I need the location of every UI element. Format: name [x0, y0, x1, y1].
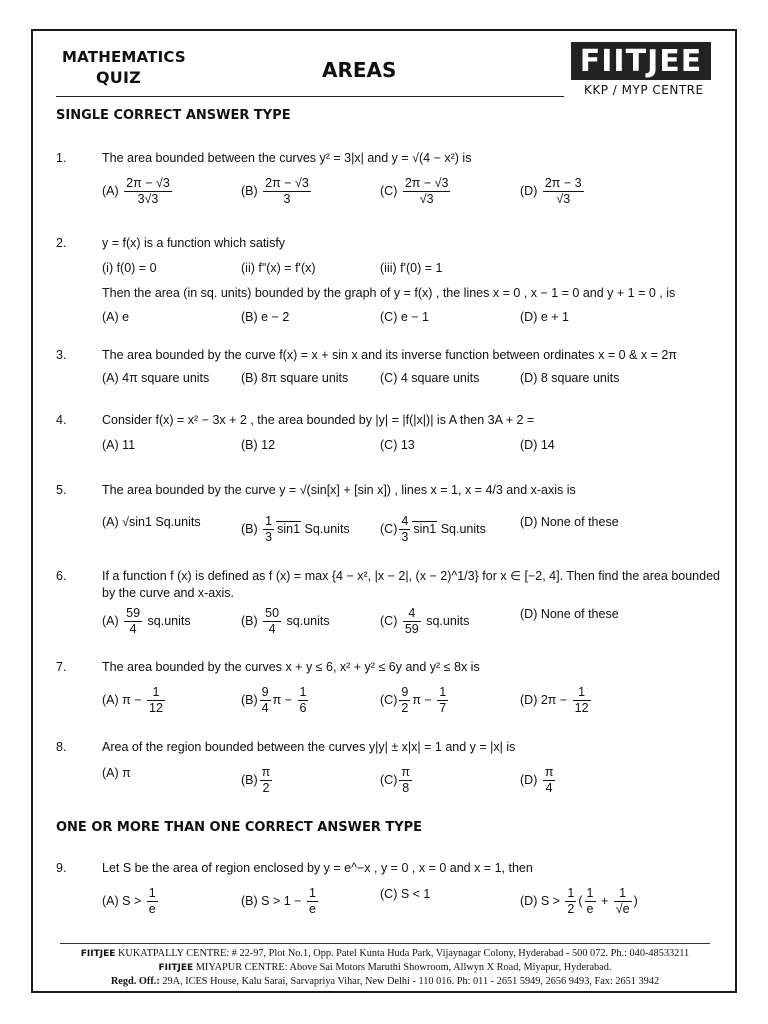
option-d[interactable]: (D) 14: [520, 438, 555, 452]
option-d[interactable]: (D) $\frac{2\pi - 3}{√3}$: [520, 176, 582, 206]
header-divider: [56, 96, 564, 97]
question-number: 2.: [56, 236, 67, 250]
footer-line-3: Regd. Off.: 29A, ICES House, Kalu Sarai, Sarvapriya Vihar, New Delhi - 110 016. Ph: 011 - 2651 5949, 2656 9493, Fax: 2651 3942: [110, 976, 660, 987]
option-c[interactable]: (C) $\frac{2\pi - √3}{√3}$: [380, 176, 449, 206]
fiitjee-logo: FIITJEE: [571, 42, 711, 80]
option-b[interactable]: (B) $\frac{1}{3}$ sin1 Sq.units: [241, 514, 350, 544]
option-b[interactable]: (B) 8π square units: [241, 371, 349, 385]
option-b[interactable]: (B) $\frac{2\pi - √3}{3}$: [241, 176, 309, 206]
option-c[interactable]: (C) 4 square units: [380, 371, 480, 385]
option-c[interactable]: (C) $\frac{4}{3}$ sin1 Sq.units: [380, 514, 486, 544]
question-text: The area bounded by the curve f(x) = x + sin x and its inverse function between ordinates x = 0 & x = 2π: [102, 348, 677, 362]
options: [102, 309, 722, 349]
condition-i: (i) f(0) = 0: [102, 261, 157, 275]
question-text: If a function f (x) is defined as f (x) = max {4 − x², |x − 2|, (x − 2)^1/3} for x ∈ [−2, 4]. Then find the area bounded by the curve and x-axis.: [102, 569, 720, 600]
footer-divider: [60, 943, 710, 944]
question-text: The area bounded by the curves x + y ≤ 6, x² + y² ≤ 6y and y² ≤ 8x is: [102, 660, 480, 674]
question-text: Area of the region bounded between the curves y|y| ± x|x| = 1 and y = |x| is: [102, 740, 516, 754]
option-c[interactable]: (C) $\frac{\pi}{8}$: [380, 765, 410, 795]
options: [102, 606, 722, 646]
question-number: 9.: [56, 861, 67, 875]
option-a[interactable]: (A) S > $\frac{1}{e}$: [102, 886, 156, 916]
option-b[interactable]: (B) $\frac{9}{4}$ π − $\frac{1}{6}$: [241, 685, 307, 715]
option-c[interactable]: (C) 13: [380, 438, 415, 452]
options: [102, 886, 722, 926]
option-a[interactable]: (A) $\frac{2\pi - √3}{3√3}$: [102, 176, 170, 206]
option-a[interactable]: (A) π: [102, 766, 131, 780]
subject-label: [62, 48, 186, 87]
option-c[interactable]: (C) $\frac{9}{2}$ π − $\frac{1}{7}$: [380, 685, 447, 715]
option-d[interactable]: (D) 8 square units: [520, 371, 620, 385]
question-number: 8.: [56, 740, 67, 754]
options: [102, 514, 722, 554]
option-a[interactable]: (A) e: [102, 310, 130, 324]
question-number: 5.: [56, 483, 67, 497]
page-border: [31, 29, 737, 993]
condition-ii: (ii) f"(x) = f'(x): [241, 261, 316, 275]
option-a[interactable]: (A) √sin1 Sq.units: [102, 515, 201, 529]
option-d[interactable]: (D) S > $\frac{1}{2}$ ( $\frac{1}{e}$ + $\frac{1}{√e}$ ): [520, 886, 638, 916]
question-text: The area bounded by the curve y = √(sin[x] + [sin x]) , lines x = 1, x = 4/3 and x-axis is: [102, 483, 576, 497]
option-d[interactable]: (D) None of these: [520, 607, 619, 621]
question-text: Consider f(x) = x² − 3x + 2 , the area bounded by |y| = |f(|x|)| is A then 3A + 2 =: [102, 413, 535, 427]
option-b[interactable]: (B) S > 1 − $\frac{1}{e}$: [241, 886, 316, 916]
section-multiple: ONE OR MORE THAN ONE CORRECT ANSWER TYPE: [56, 820, 423, 835]
option-d[interactable]: (D) $\frac{\pi}{4}$: [520, 765, 554, 795]
subject-title: MATHEMATICS: [62, 48, 186, 66]
question-number: 3.: [56, 348, 67, 362]
quiz-label: QUIZ: [96, 68, 141, 87]
options: [102, 176, 722, 216]
option-a[interactable]: (A) $\frac{59}{4}$ sq.units: [102, 606, 191, 636]
option-b[interactable]: (B) 12: [241, 438, 276, 452]
question-text: y = f(x) is a function which satisfy: [102, 236, 286, 250]
option-a[interactable]: (A) 4π square units: [102, 371, 210, 385]
option-d[interactable]: (D) e + 1: [520, 310, 569, 324]
question-number: 1.: [56, 151, 67, 165]
footer-logo: FIITJEE: [158, 963, 194, 973]
question-text-2: Then the area (in sq. units) bounded by the graph of y = f(x) , the lines x = 0 , x − 1 = 0 and y + 1 = 0 , is: [102, 286, 676, 300]
option-b[interactable]: (B) $\frac{50}{4}$ sq.units: [241, 606, 330, 636]
footer-line-2: FIITJEE MIYAPUR CENTRE: Above Sai Motors Maruthi Showroom, Allwyn X Road, Miyapur, Hyderabad.: [158, 962, 612, 973]
options: [102, 437, 722, 477]
footer-line-1: FIITJEE KUKATPALLY CENTRE: # 22-97, Plot No.1, Opp. Patel Kunta Huda Park, Vijaynagar Colony, Hyderabad - 500 072. Ph.: 040-48533211: [80, 948, 690, 959]
options: [102, 765, 722, 805]
option-b[interactable]: (B) e − 2: [241, 310, 290, 324]
question-number: 4.: [56, 413, 67, 427]
option-c[interactable]: (C) $\frac{4}{59}$ sq.units: [380, 606, 470, 636]
options: [102, 370, 722, 410]
option-c[interactable]: (C) e − 1: [380, 310, 429, 324]
options: [102, 685, 722, 725]
option-a[interactable]: (A) π − $\frac{1}{12}$: [102, 685, 163, 715]
option-a[interactable]: (A) 11: [102, 438, 136, 452]
footer-logo: FIITJEE: [80, 949, 116, 959]
page-title: AREAS: [322, 58, 397, 82]
question-number: 6.: [56, 569, 67, 583]
option-d[interactable]: (D) 2π − $\frac{1}{12}$: [520, 685, 589, 715]
option-d[interactable]: (D) None of these: [520, 515, 619, 529]
option-b[interactable]: (B) $\frac{\pi}{2}$: [241, 765, 271, 795]
question-number: 7.: [56, 660, 67, 674]
option-c[interactable]: (C) S < 1: [380, 887, 431, 901]
section-single: SINGLE CORRECT ANSWER TYPE: [56, 108, 291, 123]
question-text: The area bounded between the curves y² = 3|x| and y = √(4 − x²) is: [102, 151, 472, 165]
question-text: Let S be the area of region enclosed by y = e^−x , y = 0 , x = 0 and x = 1, then: [102, 861, 533, 875]
condition-iii: (iii) f'(0) = 1: [380, 261, 443, 275]
centre-label: KKP / MYP CENTRE: [584, 83, 704, 97]
